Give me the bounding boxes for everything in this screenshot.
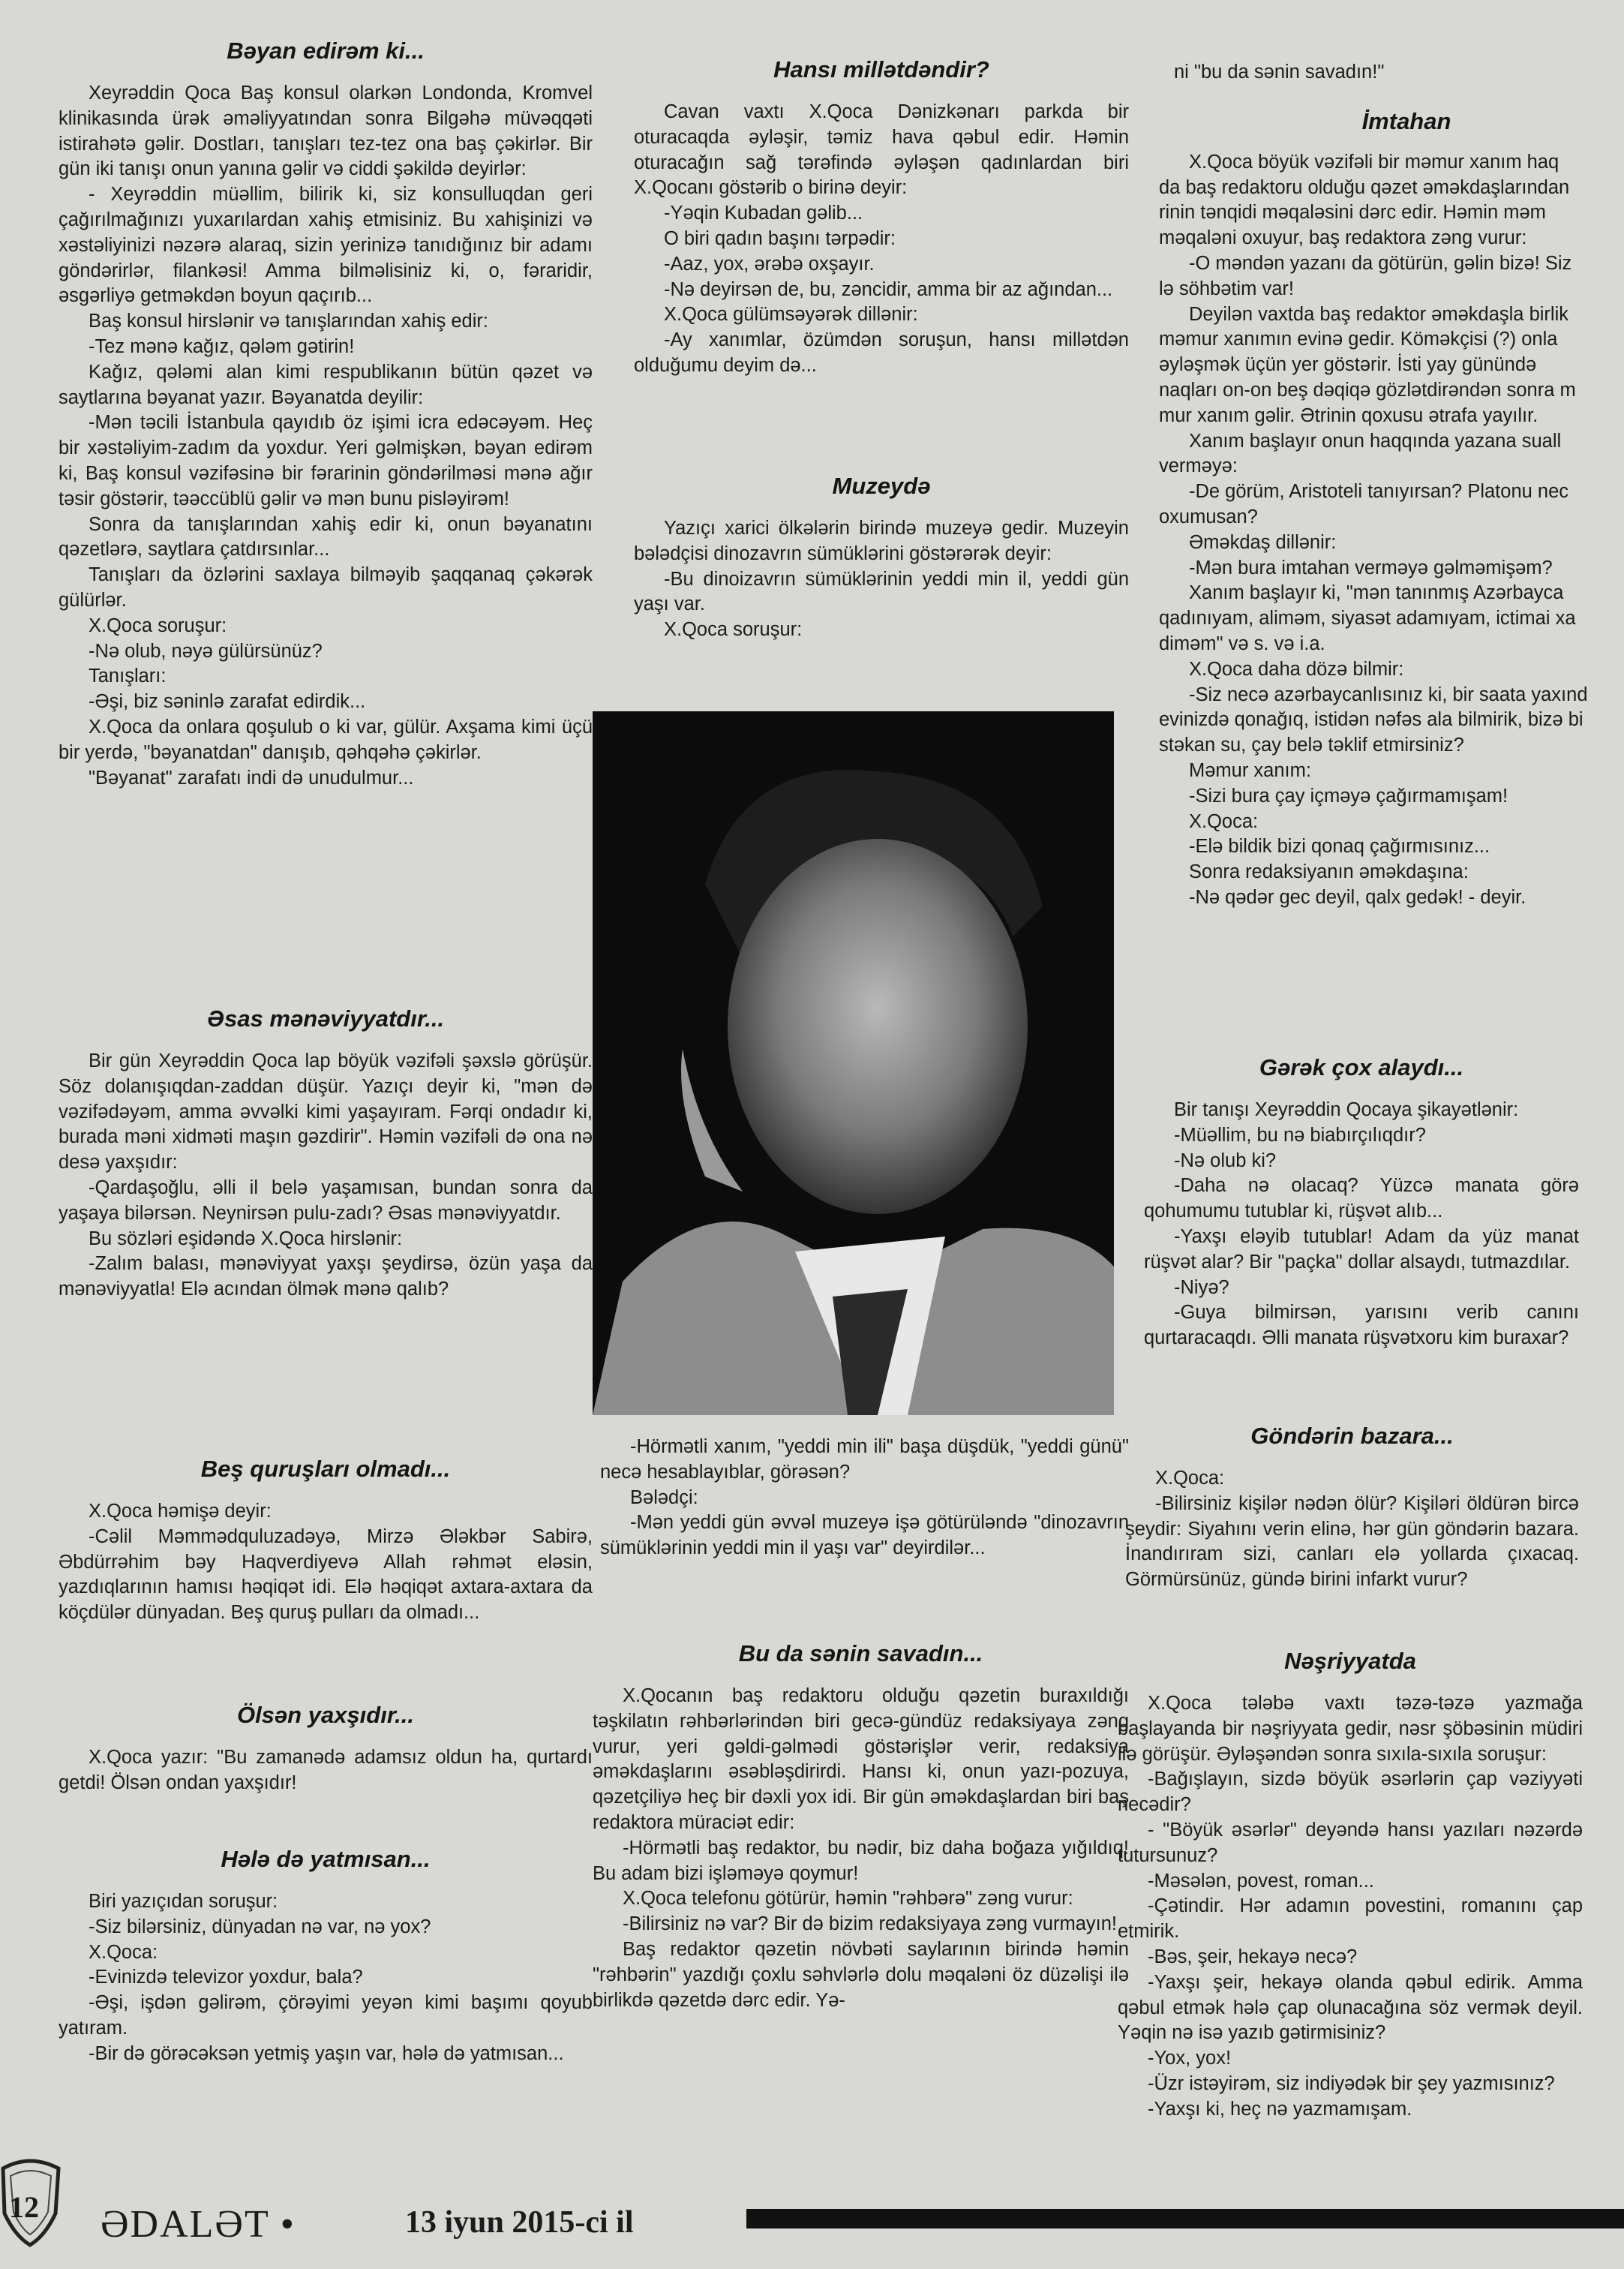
article-bes-qurus — [59, 1456, 593, 1626]
article-heading: Əsas mənəviyyatdır... — [206, 1005, 445, 1032]
paragraph: O biri qadın başını tərpədir: — [664, 227, 896, 249]
text-line: oxumusan? — [1159, 506, 1258, 527]
text-line: Əməkdaş dillənir: — [1189, 531, 1337, 553]
paragraph: X.Qoca: — [89, 1941, 158, 1963]
paragraph: -Niyə? — [1174, 1276, 1229, 1298]
text-line: -Mən bura imtahan verməyə gəlməmişəm? — [1189, 557, 1553, 579]
paragraph: -Nə deyirsən de, bu, zəncidir, amma bir az ağından... — [664, 278, 1113, 300]
paragraph: -Aaz, yox, ərəbə oxşayır. — [664, 253, 875, 275]
text-line: -Elə bildik bizi qonaq çağırmısınız... — [1189, 836, 1490, 858]
paragraph: -Əşi, işdən gəlirəm, çörəyimi yeyən kimi başımı qoyub yatıram. — [59, 1992, 593, 2039]
text-line: lə söhbətim var! — [1159, 278, 1294, 299]
article-muzeyde-continued — [600, 1435, 1129, 1561]
article-gonderin-bazara — [1125, 1423, 1579, 1593]
paragraph: -Bu dinoizavrın sümüklərinin yeddi min il, yeddi gün yaşı var. — [634, 568, 1129, 615]
article-nesriyyatda — [1118, 1648, 1583, 2123]
paragraph: Bələdçi: — [630, 1486, 698, 1508]
paragraph: -Məsələn, povest, roman... — [1148, 1870, 1374, 1892]
paragraph: -Bilirsiniz nə var? Bir də bizim redaksiyaya zəng vurmayın! — [623, 1913, 1117, 1935]
text-line: verməyə: — [1159, 455, 1238, 477]
text-line: -De görüm, Aristoteli tanıyırsan? Platonu nec — [1189, 481, 1569, 503]
text-line: -Nə qədər gec deyil, qalx gedək! - deyir. — [1189, 886, 1526, 908]
paragraph: -Yaxşı ki, heç nə yazmamışam. — [1148, 2098, 1412, 2120]
newspaper-name: ƏDALƏT • — [101, 2203, 296, 2246]
paragraph: -Yəqin Kubadan gəlib... — [664, 203, 863, 224]
paragraph: -Yaxşı eləyib tutublar! Adam da yüz manat rüşvət alar? Bir "paçka" dollar alsaydı, tutmazdılar. — [1144, 1225, 1579, 1273]
paragraph: X.Qoca telefonu götürür, həmin "rəhbərə" zəng vurur: — [623, 1888, 1073, 1910]
paragraph: -Üzr istəyirəm, siz indiyədək bir şey yazmısınız? — [1148, 2072, 1555, 2094]
text-line: Xanım başlayır ki, "mən tanınmış Azərbayca — [1189, 582, 1564, 604]
article-hele-de-yatmisan — [59, 1846, 593, 2067]
paragraph: -Hörmətli xanım, "yeddi min ili" başa düşdük, "yeddi günü" necə hesablayıblar, görəsən? — [600, 1436, 1129, 1483]
paragraph: X.Qoca gülümsəyərək dillənir: — [664, 304, 918, 326]
text-line: stəkan su, çay belə təklif etmirsiniz? — [1159, 735, 1464, 756]
paragraph: Cavan vaxtı X.Qoca Dənizkənarı parkda bir oturacaqda əyləşir, təmiz hava qəbul edir. Həmin oturacağın sağ tərəfində əyləşən qadınlardan biri X.Qocanı göstərib o birinə deyir: — [634, 101, 1129, 199]
paragraph: Yazıçı xarici ölkələrin birində muzeyə gedir. Muzeyin bələdçisi dinozavrın sümüklərini göstərərək deyir: — [634, 518, 1129, 564]
text-line: qadınıyam, aliməm, siyasət adamıyam, ictimai xa — [1159, 608, 1576, 630]
text-line: X.Qoca daha dözə bilmir: — [1189, 658, 1404, 680]
text-line: məqaləni oxuyur, baş redaktora zəng vurur: — [1159, 227, 1527, 249]
paragraph: -Əşi, biz səninlə zarafat edirdik... — [89, 691, 366, 713]
article-hansi-milletden — [634, 56, 1129, 379]
paragraph: -Siz bilərsiniz, dünyadan nə var, nə yox? — [89, 1916, 431, 1937]
paragraph: - "Böyük əsərlər" deyəndə hansı yazıları nəzərdə tutursunuz? — [1118, 1819, 1583, 1866]
paragraph: Tanışları: — [89, 666, 167, 687]
paragraph: -Cəlil Məmmədquluzadəyə, Mirzə Ələkbər Sabirə, Əbdürrəhim bəy Haqverdiyevə Allah rəhmət eləsin, yazdıqlarının hamısı həqiqət idi. Elə həqiqət axtara-axtara da köçdülər dünyadan. Beş quruş pulları da olmadı... — [59, 1525, 593, 1624]
text-line: X.Qoca böyük vəzifəli bir məmur xanım haq — [1189, 151, 1559, 173]
paragraph: X.Qoca tələbə vaxtı təzə-təzə yazmağa başlayanda bir nəşriyyata gedir, nəsr şöbəsinin müdiri ilə görüşür. Əyləşəndən sonra sıxıla-sıxıla soruşur: — [1118, 1693, 1583, 1765]
paragraph: -Bilirsiniz kişilər nədən ölür? Kişiləri öldürən bircə şeydir: Siyahını verin elinə, hər gün göndərin bazara. İnandırıram sizi, canları elə yollarda çıxacaq. Görmürsünüz, gündə birini infarkt vurur? — [1125, 1492, 1579, 1591]
article-gerek-cox-alaydi — [1144, 1054, 1579, 1351]
article-heading: Göndərin bazara... — [1250, 1423, 1454, 1449]
article-heading: Bu da sənin savadın... — [738, 1640, 983, 1666]
text-line: -Siz necə azərbaycanlısınız ki, bir saata yaxınd — [1189, 684, 1588, 705]
paragraph: -Bağışlayın, sizdə böyük əsərlərin çap vəziyyəti necədir? — [1118, 1769, 1583, 1816]
paragraph: -Guya bilmirsən, yarısını verib canını qurtaracaqdı. Əlli manata rüşvətxoru kim buraxar? — [1144, 1302, 1579, 1349]
text-line: da baş redaktoru olduğu qəzet əməkdaşlarından — [1159, 176, 1570, 198]
text-line: naqları on-on beş dəqiqə gözlətdirəndən sonra m — [1159, 379, 1576, 401]
paragraph: Kağız, qələmi alan kimi respublikanın bütün qəzet və saytlarına bəyanat yazır. Bəyanatda deyilir: — [59, 361, 593, 408]
paragraph: -Nə olub, nəyə gülürsünüz? — [89, 640, 323, 662]
paragraph: X.Qoca da onlara qoşulub o ki var, gülür. Axşama kimi üçü bir yerdə, "bəyanatdan" danışıb, qəhqəhə çəkirlər. — [59, 716, 593, 763]
paragraph: -Qardaşoğlu, əlli il belə yaşamısan, bundan sonra da yaşaya bilərsən. Neynirsən pulu-zadı? Əsas mənəviyyatdır. — [59, 1177, 593, 1224]
paragraph: X.Qoca soruşur: — [664, 619, 803, 641]
text-line: evinizdə qonağıq, istidən nəfəs ala bilmirik, bizə bi — [1159, 709, 1583, 731]
article-olsen-yaxsidir — [59, 1702, 593, 1796]
paragraph: -Bir də görəcəksən yetmiş yaşın var, hələ də yatmısan... — [89, 2042, 564, 2064]
paragraph: X.Qocanın baş redaktoru olduğu qəzetin buraxıldığı təşkilatın rəhbərlərindən biri gecə-gündüz redaksiyaya zəng vurur, yeri gəldi-gəlmədi göstərişlər verir, redaksiya əməkdaşlarını əsəbləşdirirdi. Hansı ki, onun yazı-pozuya, qəzetçiliyə heç bir dəxli yox idi. Bir gün əməkdaşlardan biri baş redaktora müraciət edir: — [593, 1685, 1129, 1833]
article-beyan-edirem — [59, 38, 593, 791]
page-number: 12 — [9, 2190, 39, 2224]
paragraph: Biri yazıçıdan soruşur: — [89, 1891, 278, 1912]
paragraph: Sonra da tanışlarından xahiş edir ki, onun bəyanatını qəzetlərə, saytlara çatdırsınlar... — [59, 513, 593, 560]
paragraph: -Ay xanımlar, özümdən soruşun, hansı millətdən olduğumu deyim də... — [634, 329, 1129, 376]
text-line: -O məndən yazanı da götürün, gəlin bizə! Siz — [1189, 252, 1572, 274]
paragraph: X.Qoca yazır: "Bu zamanədə adamsız oldun ha, qurtardı getdi! Ölsən ondan yaxşıdır! — [59, 1747, 593, 1793]
paragraph: X.Qoca: — [1155, 1468, 1225, 1489]
text-line: Məmur xanım: — [1189, 759, 1311, 781]
paragraph: -Zalım balası, mənəviyyat yaxşı şeydirsə, özün yaşa da mənəviyyatla! Elə acından ölmək mənə qalıb? — [59, 1253, 593, 1300]
article-muzeyde — [634, 473, 1129, 643]
article-heading: Nəşriyyatda — [1284, 1648, 1416, 1674]
paragraph: Bir tanışı Xeyrəddin Qocaya şikayətlənir: — [1174, 1099, 1519, 1120]
paragraph: -Mən təcili İstanbula qayıdıb öz işimi icra edəcəyəm. Heç bir xəstəliyim-zadım da yoxdur. Yeri gəlmişkən, bəyan edirəm ki, Baş konsul vəzifəsinə bir fərarinin göndərilməsi mənə ağır təsir göstərir, təəccüblü gəlir və mən bunu pisləyirəm! — [59, 412, 593, 509]
article-heading: Bəyan edirəm ki... — [227, 38, 425, 64]
article-imtahan — [1159, 60, 1624, 911]
paragraph: - Xeyrəddin müəllim, bilirik ki, siz konsulluqdan geri çağırılmağınızı yuxarılardan xahiş etmisiniz. Bu xahişinizi və xəstəliyinizi nəzərə alaraq, sizin yerinizə tanıdığınız bir adamı göndərirlər, filankəsi! Amma bilməlisiniz ki, o, fəraridir, əsgərliyə getməkdən boyun qaçırıb... — [59, 184, 593, 307]
article-heading: İmtahan — [1361, 107, 1451, 134]
text-line: -Sizi bura çay içməyə çağırmamışam! — [1189, 785, 1508, 807]
portrait-photo — [593, 711, 1114, 1415]
article-heading: Hansı millətdəndir? — [773, 56, 989, 83]
paragraph: Bu sözləri eşidəndə X.Qoca hirslənir: — [89, 1228, 403, 1249]
portrait-image — [593, 711, 1114, 1415]
article-body — [1159, 150, 1624, 911]
paragraph: X.Qoca soruşur: — [89, 615, 227, 636]
article-heading: Muzeydə — [832, 473, 931, 499]
footer-rule — [746, 2209, 1624, 2228]
text-line: məmur xanımın evinə gedir. Köməkçisi (?) onla — [1159, 329, 1558, 350]
paragraph: -Yaxşı şeir, hekayə olanda qəbul edirik. Amma qəbul etmək hələ çap olunacağına söz vermək deyil. Yəqin nə isə yazıb gətirmisiniz? — [1118, 1971, 1583, 2044]
paragraph: -Çətindir. Hər adamın povestini, romanını çap etmirik. — [1118, 1895, 1583, 1943]
article-heading: Gərək çox alaydı... — [1259, 1054, 1464, 1080]
paragraph: -Bəs, şeir, hekayə necə? — [1148, 1946, 1358, 1967]
paragraph: -Yox, yox! — [1148, 2048, 1232, 2069]
paragraph: X.Qoca həmişə deyir: — [89, 1501, 272, 1522]
paragraph: -Daha nə olacaq? Yüzcə manata görə qohumumu tutublar ki, rüşvət alıb... — [1144, 1175, 1579, 1222]
text-line: əyləşmək üçün yer göstərir. İsti yay günündə — [1159, 354, 1537, 376]
paragraph: -Tez mənə kağız, qələm gətirin! — [89, 335, 355, 357]
text-line: Xanım başlayır onun haqqında yazana suall — [1189, 430, 1562, 452]
text-line: Deyilən vaxtda baş redaktor əməkdaşla birlik — [1189, 303, 1568, 325]
paragraph: -Evinizdə televizor yoxdur, bala? — [89, 1967, 363, 1988]
text-line: X.Qoca: — [1189, 810, 1259, 832]
paragraph: Baş konsul hirslənir və tanışlarından xahiş edir: — [89, 311, 488, 332]
issue-date: 13 iyun 2015-ci il — [405, 2205, 634, 2240]
text-line: mur xanım gəlir. Ətrinin qoxusu ətrafa yayılır. — [1159, 404, 1538, 426]
paragraph: Baş redaktor qəzetin növbəti saylarının birində həmin "rəhbərin" yazdığı çoxlu səhvlərlə dolu məqaləni öz düzəlişi ilə birlikdə qəzetdə dərc edir. Yə- — [593, 1938, 1129, 2011]
article-heading: Ölsən yaxşıdır... — [236, 1702, 415, 1728]
savadin-continuation: ni "bu da sənin savadın!" — [1174, 62, 1385, 83]
text-line: Sonra redaksiyanın əməkdaşına: — [1189, 861, 1469, 883]
paragraph: Xeyrəddin Qoca Baş konsul olarkən Londonda, Kromvel klinikasında ürək əməliyyatından sonra Bilgəhə müvəqqəti istirahətə gəlir. Dostları, tanışları tez-tez ona baş çəkirlər. Bir gün iki tanışı onun yanına gəlir və ciddi şəkildə deyirlər: — [59, 83, 593, 180]
paragraph: Tanışları da özlərini saxlaya bilməyib şaqqanaq çəkərək gülürlər. — [59, 564, 593, 611]
article-heading: Hələ də yatmısan... — [221, 1846, 431, 1872]
article-heading: Beş quruşları olmadı... — [200, 1456, 451, 1482]
paragraph: -Nə olub ki? — [1174, 1150, 1277, 1171]
text-line: rinin tənqidi məqaləsini dərc edir. Həmin məm — [1159, 202, 1546, 224]
page-number-badge — [0, 2153, 62, 2251]
article-esas-meneviyyat — [59, 1005, 593, 1303]
article-bu-da-senin-savadin — [593, 1640, 1129, 2013]
paragraph: Bir gün Xeyrəddin Qoca lap böyük vəzifəli şəxslə görüşür. Söz dolanışıqdan-zaddan düşür. Yazıçı deyir ki, "mən də vəzifədəyəm, amma əvvəlki kimi yaşayıram. Fərqi ondadır ki, burada məni xidməti maşın gəzdirir". Həmin vəzifəli də ona nə desə yaxşıdır: — [59, 1050, 593, 1174]
paragraph: -Hörmətli baş redaktor, bu nədir, biz daha boğaza yığıldıq! Bu adam bizi işləməyə qoymur! — [593, 1837, 1129, 1884]
paragraph: "Bəyanat" zarafatı indi də unudulmur... — [89, 767, 414, 789]
paragraph: -Mən yeddi gün əvvəl muzeyə işə götürüləndə "dinozavrın sümüklərinin yeddi min il yaşı var" deyirdilər... — [600, 1512, 1129, 1559]
text-line: diməm" və s. və i.a. — [1159, 633, 1325, 654]
paragraph: -Müəllim, bu nə biabırçılıqdır? — [1174, 1124, 1426, 1146]
